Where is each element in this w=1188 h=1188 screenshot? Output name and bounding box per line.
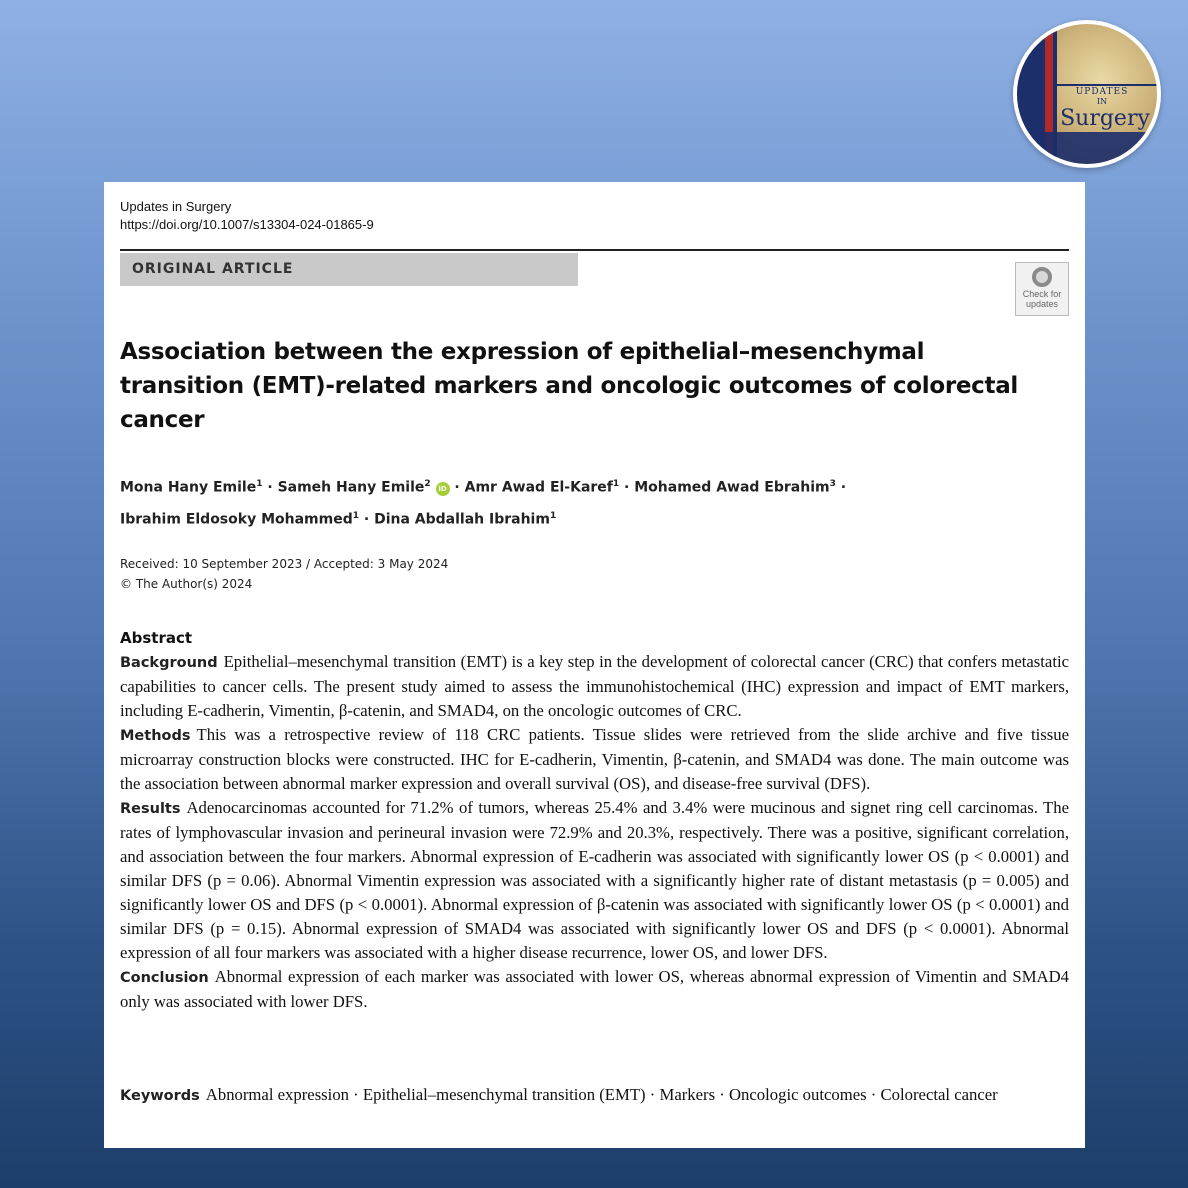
abstract-results <box>120 796 1069 965</box>
results-label: Results <box>120 801 181 817</box>
article-dates <box>120 554 448 594</box>
methods-label: Methods <box>120 728 191 744</box>
author-name[interactable]: Dina Abdallah Ibrahim <box>374 511 550 528</box>
affiliation-marker: 1 <box>549 510 557 521</box>
copyright-line: © The Author(s) 2024 <box>120 577 253 591</box>
background-text: Epithelial–mesenchymal transition (EMT) is a key step in the development of colorectal cancer (CRC) that confers metastatic capabilities to cancer cells. The present study aimed to assess the immunohistochemical (IHC) expression and impact of EMT markers, including E-cadherin, Vimentin, β-catenin, and SMAD4, on the oncologic outcomes of CRC. <box>120 652 1069 720</box>
author-name[interactable]: Amr Awad El-Karef <box>464 479 613 496</box>
check-for-updates-button[interactable] <box>1015 262 1069 316</box>
affiliation-marker: 1 <box>612 479 620 489</box>
methods-text: This was a retrospective review of 118 CRC patients. Tissue slides were retrieved from the slide archive and five tissue microarray construction blocks were constructed. IHC for E-cadherin, Vimentin, β-catenin, and SMAD4 was done. The main outcome was the association between abnormal marker expression and overall survival (OS), and disease-free survival (DFS). <box>120 725 1069 793</box>
results-text: Adenocarcinomas accounted for 71.2% of tumors, whereas 25.4% and 3.4% were mucinous and signet ring cell carcinomas. The rates of lymphovascular invasion and perineural invasion were 72.9% and 20.3%, respectively. There was a positive, significant correlation, and association between the four markers. Abnormal expression of E-cadherin was associated with significantly lower OS (p < 0.0001) and similar DFS (p = 0.06). Abnormal Vimentin expression was associated with a significantly higher rate of distant metastasis (p = 0.005) and significantly lower OS and DFS (p < 0.0001). Abnormal expression of β-catenin was associated with significantly lower OS (p < 0.0001) and similar DFS (p = 0.15). Abnormal expression of SMAD4 was associated with significantly lower OS and DFS (p < 0.0001). Abnormal expression of all four markers was associated with a higher disease recurrence, lower OS, and lower DFS. <box>120 798 1069 962</box>
doi-link[interactable]: https://doi.org/10.1007/s13304-024-01865-9 <box>120 217 374 232</box>
logo-text-surgery: Surgery <box>1060 106 1150 131</box>
author-separator: · <box>449 479 465 496</box>
abstract-methods <box>120 723 1069 796</box>
author-separator: · <box>835 479 847 496</box>
logo-emblem <box>1017 24 1157 164</box>
keywords-label: Keywords <box>120 1088 200 1104</box>
article-title: Association between the expression of epithelial–mesenchymal transition (EMT)-related markers and oncologic outcomes of colorectal cancer <box>120 339 1019 433</box>
logo-text-in: IN <box>1096 97 1108 106</box>
check-updates-label-2: updates <box>1025 299 1059 309</box>
crossmark-icon <box>1032 267 1052 287</box>
affiliation-marker: 3 <box>829 479 836 489</box>
author-separator: · <box>619 479 635 496</box>
received-accepted-dates: Received: 10 September 2023 / Accepted: 3 May 2024 <box>120 557 449 571</box>
keywords-section <box>120 1083 1069 1108</box>
logo-text-updates: UPDATES <box>1075 87 1129 97</box>
conclusion-text: Abnormal expression of each marker was associated with lower OS, whereas abnormal expression of Vimentin and SMAD4 only was associated with lower DFS. <box>120 967 1069 1011</box>
orcid-icon[interactable]: iD <box>436 482 450 496</box>
author-name[interactable]: Ibrahim Eldosoky Mohammed <box>120 511 353 528</box>
article-type-banner: ORIGINAL ARTICLE <box>120 253 578 286</box>
background-label: Background <box>120 655 218 671</box>
abstract-conclusion <box>120 965 1069 1014</box>
journal-name: Updates in Surgery <box>120 199 232 214</box>
check-updates-label-1: Check for <box>1022 289 1062 299</box>
author-separator: · <box>359 511 375 528</box>
affiliation-marker: 1 <box>256 479 263 489</box>
affiliation-marker: 2 <box>424 479 431 489</box>
journal-header <box>120 198 374 234</box>
author-name[interactable]: Mohamed Awad Ebrahim <box>634 479 830 496</box>
logo-rule <box>1053 84 1157 86</box>
author-name[interactable]: Mona Hany Emile <box>120 479 257 496</box>
article-page <box>104 182 1085 1148</box>
keywords-text: Abnormal expression · Epithelial–mesenchymal transition (EMT) · Markers · Oncologic outcomes · Colorectal cancer <box>205 1085 998 1104</box>
header-rule <box>120 249 1069 251</box>
logo-footer-band <box>1017 132 1157 164</box>
conclusion-label: Conclusion <box>120 970 209 986</box>
abstract-section <box>120 626 1069 1014</box>
journal-logo <box>1013 20 1161 168</box>
abstract-heading: Abstract <box>120 629 193 647</box>
abstract-background <box>120 650 1069 723</box>
author-name[interactable]: Sameh Hany Emile <box>277 479 425 496</box>
affiliation-marker: 1 <box>352 510 359 521</box>
author-separator: · <box>262 479 278 496</box>
author-list <box>120 470 1020 533</box>
